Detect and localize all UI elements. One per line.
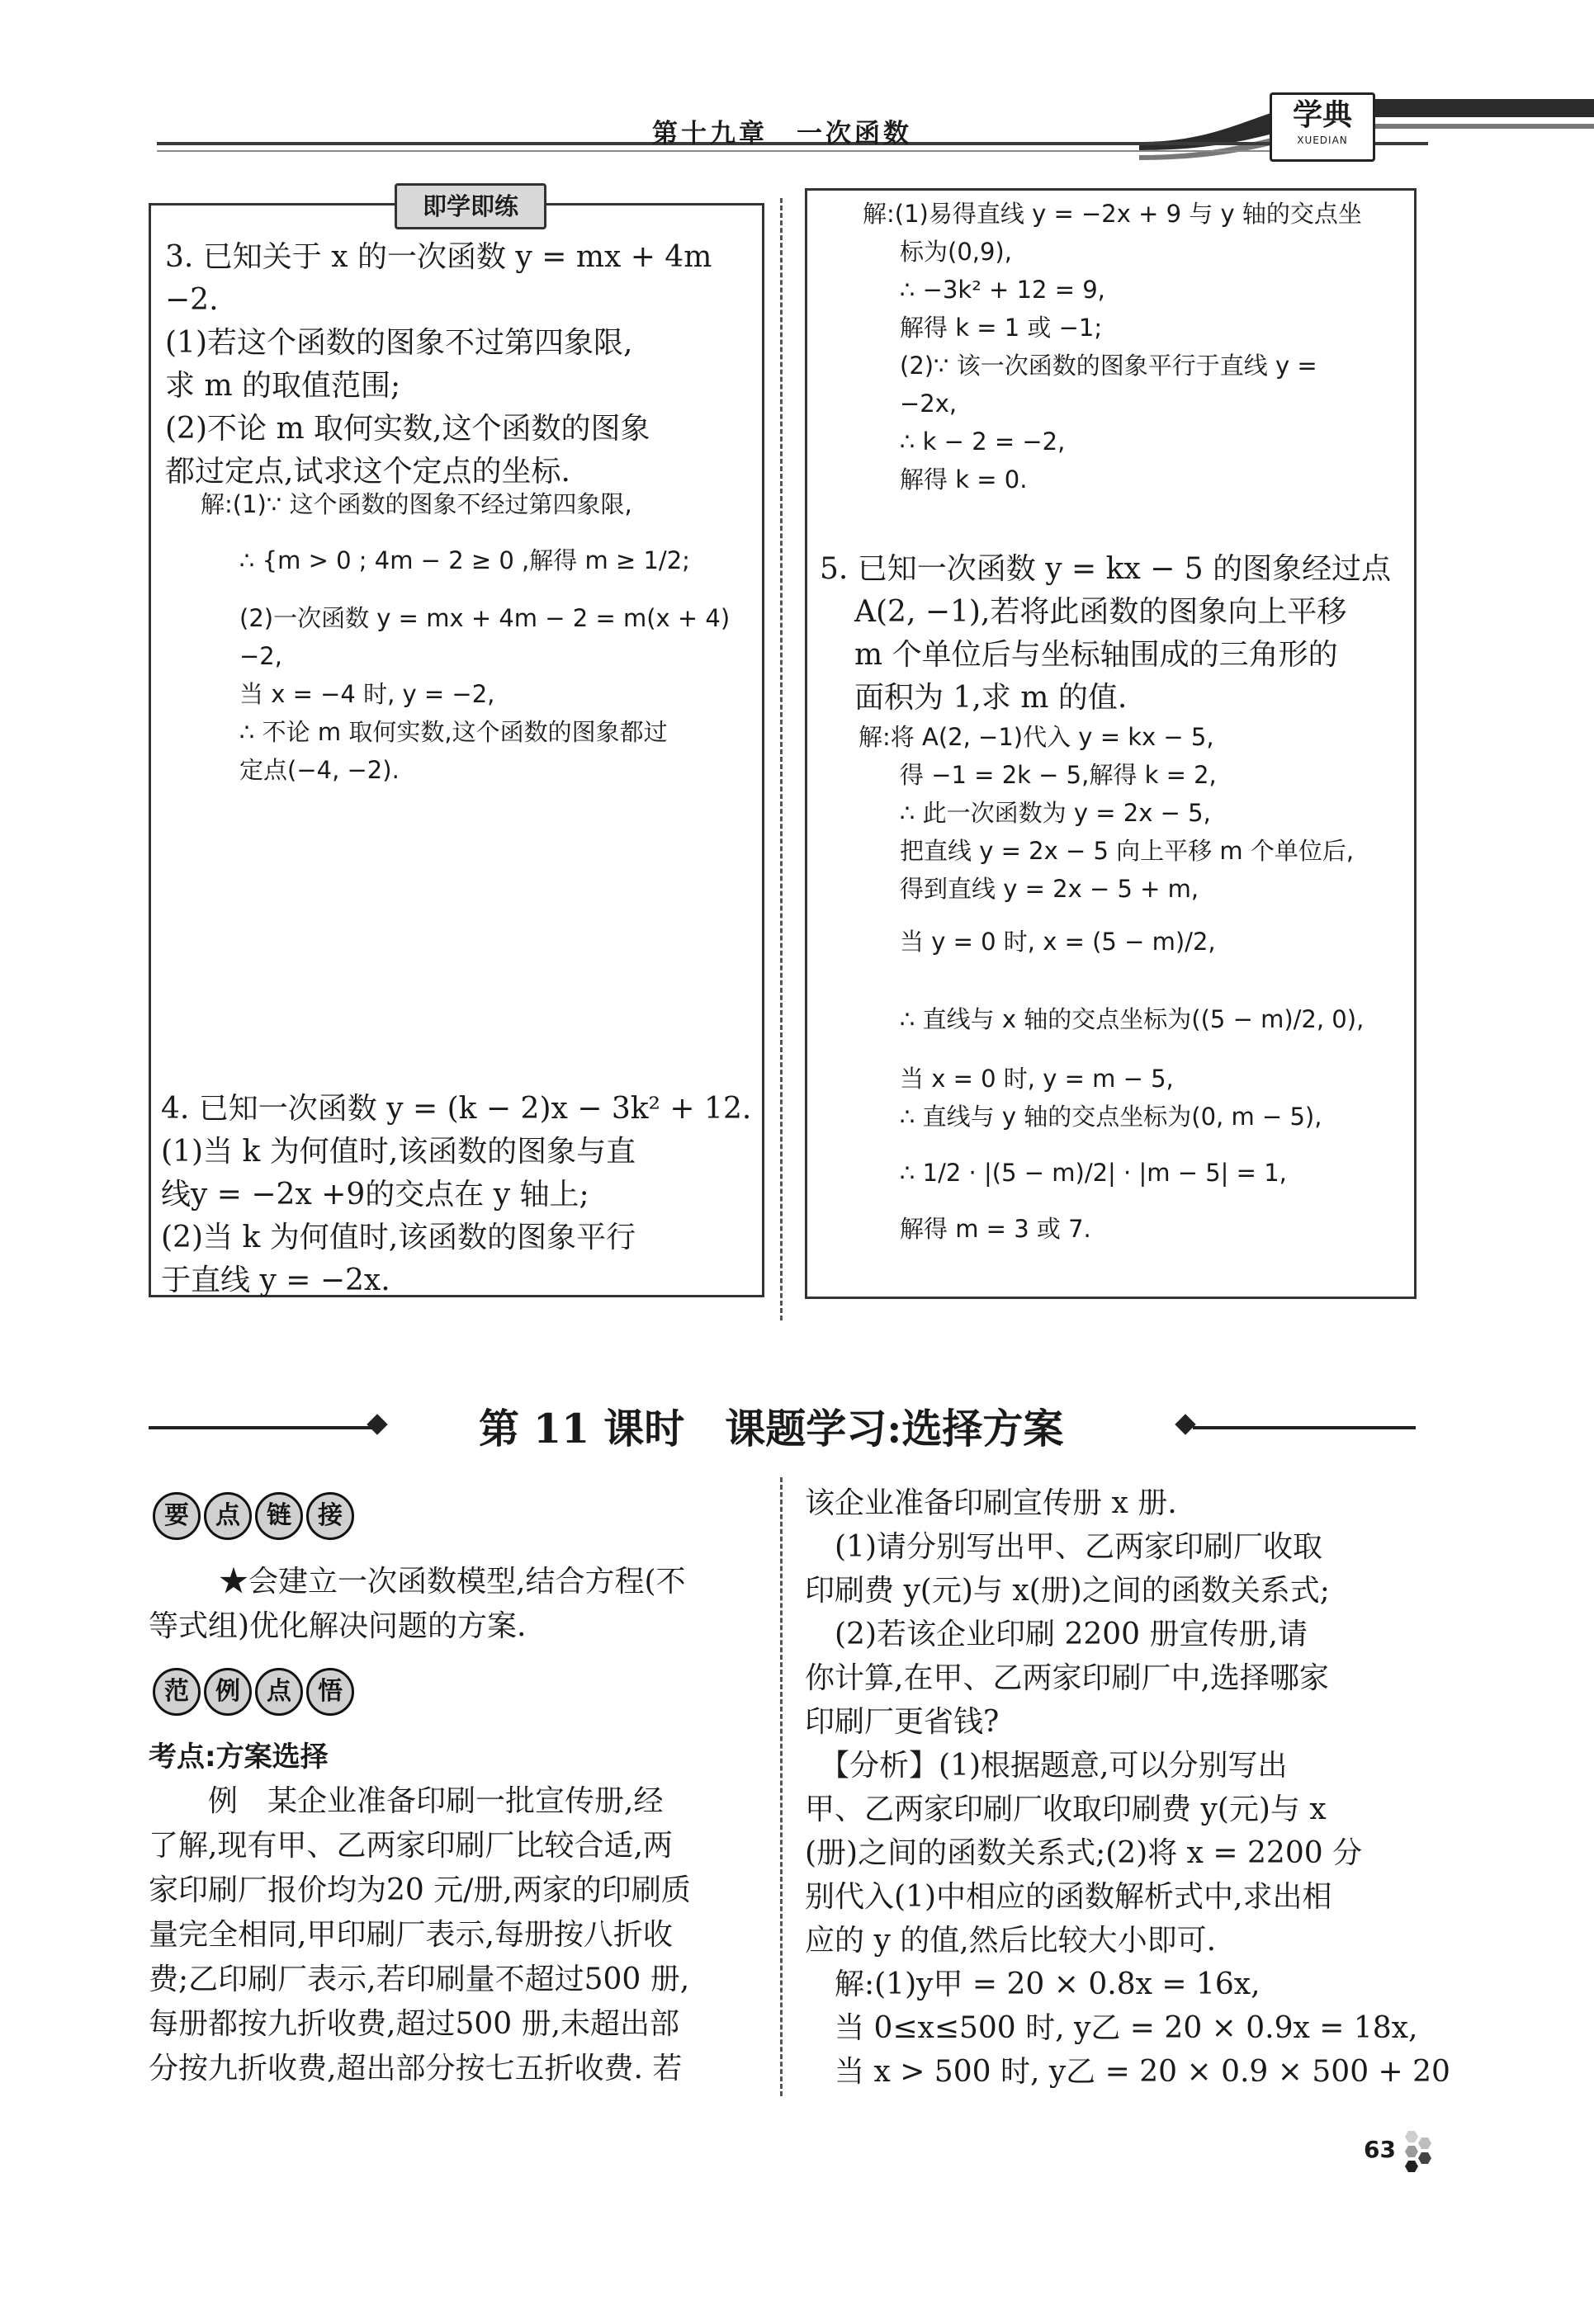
example-left-line-7: 分按九折收费,超出部分按七五折收费. 若 — [149, 2052, 683, 2085]
q3-line-2: −2. — [165, 283, 219, 317]
example-right-line-1: 该企业准备印刷宣传册 x 册. — [805, 1486, 1177, 1520]
example-left-line-4: 量完全相同,甲印刷厂表示,每册按八折收 — [149, 1918, 673, 1952]
q3-solution-line-3: (2)一次函数 y = mx + 4m − 2 = m(x + 4) — [239, 604, 731, 632]
brand-subtitle: XUEDIAN — [1297, 135, 1348, 146]
example-right-analysis-3: (册)之间的函数关系式;(2)将 x = 2200 分 — [805, 1836, 1363, 1870]
q3-solution-line-2: ∴ {m > 0 ; 4m − 2 ≥ 0 ,解得 m ≥ 1/2; — [239, 546, 690, 574]
example-left-line-3: 家印刷厂报价均为20 元/册,两家的印刷质 — [149, 1873, 691, 1907]
q5-solution-line-9: ∴ 直线与 y 轴的交点坐标为(0, m − 5), — [900, 1103, 1322, 1131]
badge-char: 范 — [153, 1668, 201, 1716]
badge-char: 点 — [204, 1492, 252, 1540]
badge-char: 要 — [153, 1492, 201, 1540]
keypoints-badge — [153, 1492, 357, 1542]
q3-line-6: 都过定点,试求这个定点的坐标. — [165, 455, 570, 489]
practice-tab-label: 即学即练 — [395, 183, 546, 229]
lesson-title: 第 11 课时 课题学习:选择方案 — [479, 1405, 1064, 1452]
exam-point-heading: 考点:方案选择 — [149, 1741, 329, 1774]
q3-line-5: (2)不论 m 取何实数,这个函数的图象 — [165, 412, 650, 446]
example-right-line-6: 印刷厂更省钱? — [805, 1705, 1000, 1739]
q5-solution-line-11: 解得 m = 3 或 7. — [900, 1215, 1091, 1243]
keypoints-line-1: ★会建立一次函数模型,结合方程(不 — [219, 1565, 686, 1599]
q3-solution-line-1: 解:(1)∵ 这个函数的图象不经过第四象限, — [201, 490, 632, 518]
q5-solution-line-2: 得 −1 = 2k − 5,解得 k = 2, — [900, 761, 1217, 789]
q3-solution-line-4: −2, — [239, 642, 282, 670]
example-right-solution-2: 当 0≤x≤500 时, y乙 = 20 × 0.9x = 18x, — [805, 2011, 1418, 2045]
title-rule-right — [1193, 1426, 1416, 1429]
title-rule-left — [149, 1426, 371, 1429]
diamond-right-icon — [1175, 1414, 1195, 1434]
q3-solution-line-5: 当 x = −4 时, y = −2, — [239, 680, 495, 708]
q5-solution-line-4: 把直线 y = 2x − 5 向上平移 m 个单位后, — [900, 837, 1355, 865]
example-right-analysis-2: 甲、乙两家印刷厂收取印刷费 y(元)与 x — [805, 1793, 1327, 1826]
example-right-line-4: (2)若该企业印刷 2200 册宣传册,请 — [805, 1618, 1308, 1651]
q5-line-3: m 个单位后与坐标轴围成的三角形的 — [854, 638, 1338, 672]
example-right-line-5: 你计算,在甲、乙两家印刷厂中,选择哪家 — [805, 1661, 1329, 1695]
q3-line-4: 求 m 的取值范围; — [165, 369, 401, 403]
example-right-line-3: 印刷费 y(元)与 x(册)之间的函数关系式; — [805, 1574, 1330, 1608]
badge-char: 悟 — [306, 1668, 354, 1716]
q3-solution-line-7: 定点(−4, −2). — [239, 756, 400, 784]
example-right-solution-3: 当 x > 500 时, y乙 = 20 × 0.9 × 500 + 20 — [805, 2055, 1450, 2089]
keypoints-line-2: 等式组)优化解决问题的方案. — [149, 1609, 527, 1643]
q5-solution-line-7: ∴ 直线与 x 轴的交点坐标为((5 − m)/2, 0), — [900, 1005, 1365, 1033]
badge-char: 例 — [204, 1668, 252, 1716]
q4-line-5: 于直线 y = −2x. — [161, 1264, 390, 1297]
brand-name: 学典 — [1292, 97, 1352, 132]
q4-solution-line-6: −2x, — [900, 390, 958, 418]
q4-line-4: (2)当 k 为何值时,该函数的图象平行 — [161, 1221, 636, 1254]
q5-solution-line-6: 当 y = 0 时, x = (5 − m)/2, — [900, 928, 1216, 956]
example-right-analysis-4: 别代入(1)中相应的函数解析式中,求出相 — [805, 1880, 1332, 1914]
header-rule-thin — [157, 150, 1296, 152]
badge-char: 点 — [255, 1668, 303, 1716]
example-left-line-5: 费;乙印刷厂表示,若印刷量不超过500 册, — [149, 1963, 690, 1996]
q4-solution-line-8: 解得 k = 0. — [900, 465, 1028, 494]
examples-badge — [153, 1668, 357, 1717]
q4-solution-line-5: (2)∵ 该一次函数的图象平行于直线 y = — [900, 352, 1317, 380]
example-right-solution-1: 解:(1)y甲 = 20 × 0.8x = 16x, — [805, 1967, 1261, 2001]
column-divider — [780, 198, 783, 1320]
diamond-left-icon — [367, 1414, 387, 1434]
example-right-analysis-5: 应的 y 的值,然后比较大小即可. — [805, 1924, 1217, 1958]
q4-line-1: 4. 已知一次函数 y = (k − 2)x − 3k² + 12. — [161, 1092, 752, 1126]
q4-solution-line-7: ∴ k − 2 = −2, — [900, 427, 1066, 456]
q4-line-2: (1)当 k 为何值时,该函数的图象与直 — [161, 1135, 636, 1169]
q4-solution-line-4: 解得 k = 1 或 −1; — [900, 314, 1103, 342]
q5-line-2: A(2, −1),若将此函数的图象向上平移 — [854, 595, 1347, 629]
badge-char: 链 — [255, 1492, 303, 1540]
q4-solution-line-2: 标为(0,9), — [900, 238, 1012, 266]
q4-line-3: 线y = −2x +9的交点在 y 轴上; — [161, 1178, 589, 1212]
chapter-title: 第十九章 一次函数 — [652, 119, 912, 149]
example-right-analysis-1: 【分析】(1)根据题意,可以分别写出 — [805, 1749, 1288, 1783]
q5-line-4: 面积为 1,求 m 的值. — [854, 681, 1128, 715]
q5-solution-line-8: 当 x = 0 时, y = m − 5, — [900, 1065, 1174, 1093]
example-right-line-2: (1)请分别写出甲、乙两家印刷厂收取 — [805, 1530, 1322, 1564]
page-number: 63 — [1364, 2136, 1396, 2163]
hexagon-decoration-icon — [1393, 2128, 1443, 2177]
q4-solution-line-3: ∴ −3k² + 12 = 9, — [900, 276, 1105, 304]
example-left-line-1: 例 某企业准备印刷一批宣传册,经 — [149, 1784, 664, 1818]
brand-logo — [1270, 92, 1375, 162]
q5-solution-line-1: 解:将 A(2, −1)代入 y = kx − 5, — [858, 723, 1214, 751]
example-left-line-2: 了解,现有甲、乙两家印刷厂比较合适,两 — [149, 1829, 673, 1863]
q4-solution-line-1: 解:(1)易得直线 y = −2x + 9 与 y 轴的交点坐 — [863, 200, 1362, 228]
q5-solution-line-3: ∴ 此一次函数为 y = 2x − 5, — [900, 799, 1211, 827]
example-left-line-6: 每册都按九折收费,超过500 册,未超出部 — [149, 2007, 680, 2041]
lower-column-divider — [780, 1477, 783, 2096]
q5-solution-line-5: 得到直线 y = 2x − 5 + m, — [900, 875, 1199, 903]
q5-solution-line-10: ∴ 1/2 · |(5 − m)/2| · |m − 5| = 1, — [900, 1159, 1287, 1187]
q3-solution-line-6: ∴ 不论 m 取何实数,这个函数的图象都过 — [239, 718, 668, 746]
q5-line-1: 5. 已知一次函数 y = kx − 5 的图象经过点 — [820, 552, 1392, 586]
q3-line-1: 3. 已知关于 x 的一次函数 y = mx + 4m — [165, 240, 712, 274]
q3-line-3: (1)若这个函数的图象不过第四象限, — [165, 326, 633, 360]
badge-char: 接 — [306, 1492, 354, 1540]
